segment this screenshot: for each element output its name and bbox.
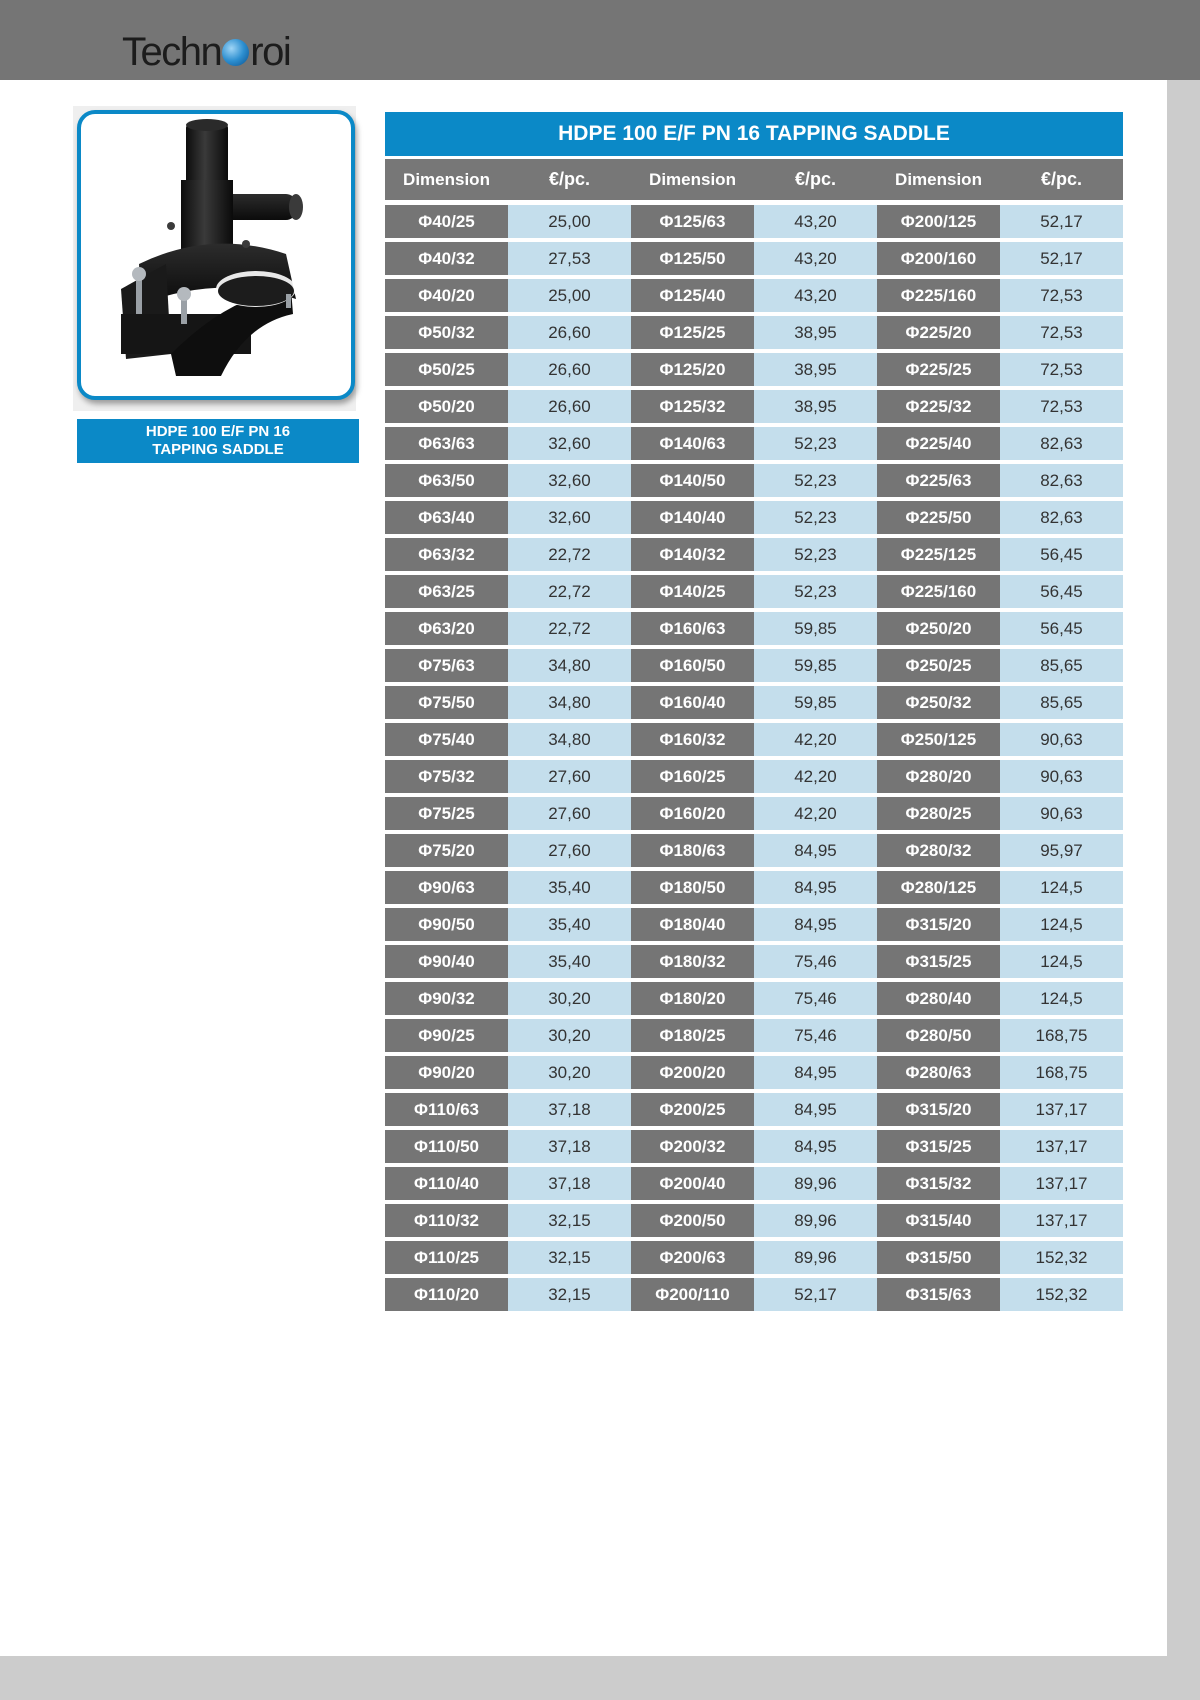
table-row xyxy=(631,1167,877,1204)
dimension-cell: Φ225/20 xyxy=(877,316,1000,349)
price-cell: 26,60 xyxy=(508,316,631,349)
price-cell: 52,23 xyxy=(754,427,877,460)
price-cell: 84,95 xyxy=(754,908,877,941)
column-rows xyxy=(631,205,877,1315)
price-cell: 32,15 xyxy=(508,1278,631,1311)
table-row xyxy=(631,1204,877,1241)
dimension-cell: Φ63/63 xyxy=(385,427,508,460)
dimension-cell: Φ50/20 xyxy=(385,390,508,423)
price-cell: 38,95 xyxy=(754,390,877,423)
dimension-cell: Φ140/25 xyxy=(631,575,754,608)
table-row xyxy=(631,612,877,649)
dimension-cell: Φ90/32 xyxy=(385,982,508,1015)
dimension-cell: Φ125/50 xyxy=(631,242,754,275)
price-cell: 42,20 xyxy=(754,760,877,793)
dimension-cell: Φ225/160 xyxy=(877,575,1000,608)
dimension-cell: Φ315/50 xyxy=(877,1241,1000,1274)
dimension-cell: Φ90/20 xyxy=(385,1056,508,1089)
table-row xyxy=(631,686,877,723)
dimension-cell: Φ200/110 xyxy=(631,1278,754,1311)
table-row xyxy=(631,279,877,316)
table-row xyxy=(631,1130,877,1167)
table-row xyxy=(385,945,631,982)
price-cell: 27,60 xyxy=(508,797,631,830)
dimension-cell: Φ200/32 xyxy=(631,1130,754,1163)
price-cell: 59,85 xyxy=(754,686,877,719)
table-row xyxy=(877,1093,1123,1130)
price-cell: 137,17 xyxy=(1000,1204,1123,1237)
table-row xyxy=(385,797,631,834)
table-row xyxy=(385,205,631,242)
dimension-cell: Φ315/25 xyxy=(877,945,1000,978)
table-row xyxy=(631,1241,877,1278)
price-cell: 30,20 xyxy=(508,1056,631,1089)
price-cell: 34,80 xyxy=(508,723,631,756)
price-cell: 90,63 xyxy=(1000,760,1123,793)
dimension-cell: Φ110/25 xyxy=(385,1241,508,1274)
table-row xyxy=(877,1167,1123,1204)
table-row xyxy=(631,575,877,612)
table-row xyxy=(385,649,631,686)
dimension-cell: Φ75/63 xyxy=(385,649,508,682)
dimension-cell: Φ180/50 xyxy=(631,871,754,904)
dimension-cell: Φ280/32 xyxy=(877,834,1000,867)
table-row xyxy=(385,1204,631,1241)
dimension-cell: Φ225/25 xyxy=(877,353,1000,386)
dimension-cell: Φ225/32 xyxy=(877,390,1000,423)
table-row xyxy=(877,390,1123,427)
dimension-cell: Φ75/50 xyxy=(385,686,508,719)
price-cell: 89,96 xyxy=(754,1167,877,1200)
price-cell: 27,53 xyxy=(508,242,631,275)
table-row xyxy=(877,538,1123,575)
dimension-cell: Φ200/63 xyxy=(631,1241,754,1274)
table-row xyxy=(385,501,631,538)
dimension-cell: Φ40/32 xyxy=(385,242,508,275)
price-cell: 37,18 xyxy=(508,1093,631,1126)
price-cell: 152,32 xyxy=(1000,1241,1123,1274)
price-cell: 168,75 xyxy=(1000,1056,1123,1089)
price-cell: 43,20 xyxy=(754,205,877,238)
price-cell: 42,20 xyxy=(754,723,877,756)
price-cell: 35,40 xyxy=(508,908,631,941)
price-cell: 75,46 xyxy=(754,945,877,978)
price-cell: 124,5 xyxy=(1000,982,1123,1015)
dimension-cell: Φ125/63 xyxy=(631,205,754,238)
price-cell: 82,63 xyxy=(1000,464,1123,497)
table-row xyxy=(631,1019,877,1056)
table-row xyxy=(385,316,631,353)
table-row xyxy=(877,427,1123,464)
table-row xyxy=(385,279,631,316)
column-header xyxy=(631,159,877,200)
price-cell: 56,45 xyxy=(1000,612,1123,645)
table-row xyxy=(877,982,1123,1019)
price-cell: 75,46 xyxy=(754,1019,877,1052)
table-row xyxy=(631,1278,877,1315)
price-cell: 25,00 xyxy=(508,205,631,238)
column-header xyxy=(877,159,1123,200)
table-row xyxy=(385,1019,631,1056)
dimension-cell: Φ160/20 xyxy=(631,797,754,830)
price-cell: 90,63 xyxy=(1000,797,1123,830)
price-cell: 43,20 xyxy=(754,279,877,312)
dimension-cell: Φ50/25 xyxy=(385,353,508,386)
table-row xyxy=(385,834,631,871)
table-row xyxy=(877,205,1123,242)
table-row xyxy=(877,1241,1123,1278)
price-cell: 52,23 xyxy=(754,464,877,497)
dimension-cell: Φ125/20 xyxy=(631,353,754,386)
price-cell: 56,45 xyxy=(1000,538,1123,571)
table-row xyxy=(631,464,877,501)
dimension-cell: Φ225/50 xyxy=(877,501,1000,534)
price-cell: 84,95 xyxy=(754,834,877,867)
price-cell: 32,60 xyxy=(508,427,631,460)
table-row xyxy=(877,501,1123,538)
dimension-cell: Φ225/125 xyxy=(877,538,1000,571)
table-row xyxy=(877,1130,1123,1167)
table-row xyxy=(631,982,877,1019)
price-table-column-1 xyxy=(385,159,631,1315)
price-header: €/pc. xyxy=(794,169,837,189)
dimension-cell: Φ180/40 xyxy=(631,908,754,941)
dimension-cell: Φ200/160 xyxy=(877,242,1000,275)
price-cell: 85,65 xyxy=(1000,686,1123,719)
price-header: €/pc. xyxy=(548,169,591,189)
table-row xyxy=(877,945,1123,982)
globe-icon xyxy=(222,39,249,66)
dimension-cell: Φ75/25 xyxy=(385,797,508,830)
table-row xyxy=(877,575,1123,612)
price-cell: 22,72 xyxy=(508,575,631,608)
price-cell: 27,60 xyxy=(508,834,631,867)
column-rows xyxy=(877,205,1123,1315)
dimension-cell: Φ63/40 xyxy=(385,501,508,534)
table-row xyxy=(631,205,877,242)
table-row xyxy=(385,575,631,612)
dimension-cell: Φ315/63 xyxy=(877,1278,1000,1311)
table-row xyxy=(631,797,877,834)
price-cell: 35,40 xyxy=(508,871,631,904)
dimension-cell: Φ90/25 xyxy=(385,1019,508,1052)
dimension-cell: Φ225/160 xyxy=(877,279,1000,312)
price-cell: 37,18 xyxy=(508,1130,631,1163)
price-cell: 84,95 xyxy=(754,1130,877,1163)
table-row xyxy=(631,834,877,871)
dimension-cell: Φ180/63 xyxy=(631,834,754,867)
price-cell: 52,23 xyxy=(754,538,877,571)
price-cell: 124,5 xyxy=(1000,908,1123,941)
dimension-cell: Φ280/20 xyxy=(877,760,1000,793)
dimension-cell: Φ63/20 xyxy=(385,612,508,645)
dimension-cell: Φ200/125 xyxy=(877,205,1000,238)
price-cell: 52,17 xyxy=(754,1278,877,1311)
price-header: €/pc. xyxy=(1040,169,1083,189)
dimension-cell: Φ110/50 xyxy=(385,1130,508,1163)
table-row xyxy=(877,760,1123,797)
price-table-column-2 xyxy=(631,159,877,1315)
price-cell: 84,95 xyxy=(754,1093,877,1126)
table-row xyxy=(877,1019,1123,1056)
bottom-margin-band xyxy=(0,1656,1200,1700)
price-cell: 90,63 xyxy=(1000,723,1123,756)
price-cell: 59,85 xyxy=(754,612,877,645)
price-cell: 89,96 xyxy=(754,1241,877,1274)
price-cell: 22,72 xyxy=(508,612,631,645)
dimension-cell: Φ250/125 xyxy=(877,723,1000,756)
price-cell: 34,80 xyxy=(508,649,631,682)
table-row xyxy=(631,538,877,575)
dimension-cell: Φ110/40 xyxy=(385,1167,508,1200)
price-cell: 72,53 xyxy=(1000,353,1123,386)
price-cell: 27,60 xyxy=(508,760,631,793)
price-cell: 38,95 xyxy=(754,316,877,349)
table-row xyxy=(385,390,631,427)
dimension-cell: Φ40/25 xyxy=(385,205,508,238)
price-table-column-3 xyxy=(877,159,1123,1315)
price-cell: 52,23 xyxy=(754,575,877,608)
table-row xyxy=(631,501,877,538)
table-row xyxy=(631,390,877,427)
dimension-cell: Φ75/32 xyxy=(385,760,508,793)
table-row xyxy=(631,242,877,279)
dimension-cell: Φ160/32 xyxy=(631,723,754,756)
table-row xyxy=(631,760,877,797)
table-row xyxy=(631,871,877,908)
dimension-cell: Φ280/125 xyxy=(877,871,1000,904)
price-cell: 52,23 xyxy=(754,501,877,534)
table-row xyxy=(385,612,631,649)
table-row xyxy=(631,649,877,686)
table-row xyxy=(631,1056,877,1093)
price-cell: 56,45 xyxy=(1000,575,1123,608)
dimension-cell: Φ75/40 xyxy=(385,723,508,756)
table-row xyxy=(385,1278,631,1315)
table-row xyxy=(385,1056,631,1093)
price-cell: 22,72 xyxy=(508,538,631,571)
table-row xyxy=(877,316,1123,353)
price-cell: 30,20 xyxy=(508,1019,631,1052)
dimension-cell: Φ315/32 xyxy=(877,1167,1000,1200)
dimension-cell: Φ225/40 xyxy=(877,427,1000,460)
dimension-header: Dimension xyxy=(895,169,982,189)
price-cell: 30,20 xyxy=(508,982,631,1015)
dimension-cell: Φ110/63 xyxy=(385,1093,508,1126)
table-row xyxy=(631,353,877,390)
dimension-cell: Φ90/40 xyxy=(385,945,508,978)
price-cell: 124,5 xyxy=(1000,945,1123,978)
dimension-cell: Φ160/25 xyxy=(631,760,754,793)
dimension-cell: Φ280/40 xyxy=(877,982,1000,1015)
table-row xyxy=(385,1130,631,1167)
price-cell: 84,95 xyxy=(754,871,877,904)
price-cell: 32,60 xyxy=(508,464,631,497)
table-row xyxy=(877,871,1123,908)
brand-logo xyxy=(122,28,290,76)
price-cell: 72,53 xyxy=(1000,316,1123,349)
dimension-header: Dimension xyxy=(403,169,490,189)
price-cell: 82,63 xyxy=(1000,501,1123,534)
price-cell: 26,60 xyxy=(508,353,631,386)
price-cell: 137,17 xyxy=(1000,1093,1123,1126)
price-cell: 35,40 xyxy=(508,945,631,978)
price-cell: 32,15 xyxy=(508,1241,631,1274)
table-row xyxy=(385,686,631,723)
dimension-cell: Φ75/20 xyxy=(385,834,508,867)
tapping-saddle-image xyxy=(81,114,351,396)
table-row xyxy=(877,797,1123,834)
dimension-cell: Φ180/32 xyxy=(631,945,754,978)
table-row xyxy=(631,723,877,760)
price-cell: 38,95 xyxy=(754,353,877,386)
table-row xyxy=(877,464,1123,501)
dimension-cell: Φ180/25 xyxy=(631,1019,754,1052)
table-row xyxy=(385,427,631,464)
table-row xyxy=(631,427,877,464)
price-table-title: HDPE 100 E/F PN 16 TAPPING SADDLE xyxy=(385,112,1123,156)
dimension-cell: Φ140/32 xyxy=(631,538,754,571)
dimension-cell: Φ90/63 xyxy=(385,871,508,904)
price-cell: 84,95 xyxy=(754,1056,877,1089)
dimension-cell: Φ63/25 xyxy=(385,575,508,608)
product-caption xyxy=(77,419,359,463)
table-row xyxy=(385,464,631,501)
price-cell: 72,53 xyxy=(1000,390,1123,423)
dimension-cell: Φ280/50 xyxy=(877,1019,1000,1052)
dimension-cell: Φ200/50 xyxy=(631,1204,754,1237)
product-caption-line2: TAPPING SADDLE xyxy=(152,441,284,458)
table-row xyxy=(877,1204,1123,1241)
price-cell: 59,85 xyxy=(754,649,877,682)
table-row xyxy=(631,908,877,945)
dimension-cell: Φ160/63 xyxy=(631,612,754,645)
table-row xyxy=(385,982,631,1019)
table-row xyxy=(385,1241,631,1278)
dimension-cell: Φ280/63 xyxy=(877,1056,1000,1089)
table-row xyxy=(877,353,1123,390)
table-row xyxy=(385,723,631,760)
dimension-cell: Φ125/40 xyxy=(631,279,754,312)
dimension-cell: Φ110/20 xyxy=(385,1278,508,1311)
price-cell: 85,65 xyxy=(1000,649,1123,682)
price-cell: 42,20 xyxy=(754,797,877,830)
dimension-header: Dimension xyxy=(649,169,736,189)
price-cell: 168,75 xyxy=(1000,1019,1123,1052)
dimension-cell: Φ40/20 xyxy=(385,279,508,312)
price-cell: 32,15 xyxy=(508,1204,631,1237)
price-cell: 82,63 xyxy=(1000,427,1123,460)
table-row xyxy=(385,760,631,797)
dimension-cell: Φ125/25 xyxy=(631,316,754,349)
price-cell: 72,53 xyxy=(1000,279,1123,312)
price-cell: 152,32 xyxy=(1000,1278,1123,1311)
table-row xyxy=(385,871,631,908)
table-row xyxy=(877,723,1123,760)
table-row xyxy=(385,908,631,945)
dimension-cell: Φ63/50 xyxy=(385,464,508,497)
dimension-cell: Φ200/20 xyxy=(631,1056,754,1089)
dimension-cell: Φ315/25 xyxy=(877,1130,1000,1163)
dimension-cell: Φ315/20 xyxy=(877,908,1000,941)
table-row xyxy=(385,1167,631,1204)
brand-name-start: Techn xyxy=(122,30,222,74)
dimension-cell: Φ200/40 xyxy=(631,1167,754,1200)
price-cell: 34,80 xyxy=(508,686,631,719)
price-cell: 89,96 xyxy=(754,1204,877,1237)
dimension-cell: Φ250/25 xyxy=(877,649,1000,682)
table-row xyxy=(877,242,1123,279)
right-margin-band xyxy=(1167,80,1200,1700)
table-row xyxy=(877,279,1123,316)
table-row xyxy=(877,612,1123,649)
brand-name-end: roi xyxy=(250,30,291,74)
table-row xyxy=(385,242,631,279)
dimension-cell: Φ63/32 xyxy=(385,538,508,571)
table-row xyxy=(877,1056,1123,1093)
product-caption-line1: HDPE 100 E/F PN 16 xyxy=(145,423,291,440)
dimension-cell: Φ160/50 xyxy=(631,649,754,682)
dimension-cell: Φ160/40 xyxy=(631,686,754,719)
page-header xyxy=(0,0,1200,80)
dimension-cell: Φ140/50 xyxy=(631,464,754,497)
dimension-cell: Φ225/63 xyxy=(877,464,1000,497)
table-row xyxy=(877,908,1123,945)
table-row xyxy=(631,316,877,353)
dimension-cell: Φ315/20 xyxy=(877,1093,1000,1126)
table-row xyxy=(385,1093,631,1130)
table-row xyxy=(877,649,1123,686)
table-row xyxy=(877,686,1123,723)
dimension-cell: Φ250/20 xyxy=(877,612,1000,645)
dimension-cell: Φ140/63 xyxy=(631,427,754,460)
column-header xyxy=(385,159,631,200)
price-cell: 43,20 xyxy=(754,242,877,275)
dimension-cell: Φ200/25 xyxy=(631,1093,754,1126)
table-row xyxy=(385,353,631,390)
dimension-cell: Φ140/40 xyxy=(631,501,754,534)
table-row xyxy=(877,1278,1123,1315)
dimension-cell: Φ90/50 xyxy=(385,908,508,941)
column-rows xyxy=(385,205,631,1315)
price-cell: 75,46 xyxy=(754,982,877,1015)
price-cell: 52,17 xyxy=(1000,205,1123,238)
price-cell: 25,00 xyxy=(508,279,631,312)
dimension-cell: Φ180/20 xyxy=(631,982,754,1015)
price-cell: 37,18 xyxy=(508,1167,631,1200)
price-cell: 52,17 xyxy=(1000,242,1123,275)
product-photo-frame xyxy=(77,110,355,400)
price-cell: 95,97 xyxy=(1000,834,1123,867)
price-cell: 32,60 xyxy=(508,501,631,534)
dimension-cell: Φ315/40 xyxy=(877,1204,1000,1237)
price-cell: 124,5 xyxy=(1000,871,1123,904)
table-row xyxy=(631,945,877,982)
table-row xyxy=(631,1093,877,1130)
price-cell: 26,60 xyxy=(508,390,631,423)
dimension-cell: Φ125/32 xyxy=(631,390,754,423)
table-row xyxy=(877,834,1123,871)
product-photo-card xyxy=(73,106,356,411)
price-cell: 137,17 xyxy=(1000,1167,1123,1200)
price-cell: 137,17 xyxy=(1000,1130,1123,1163)
dimension-cell: Φ110/32 xyxy=(385,1204,508,1237)
dimension-cell: Φ50/32 xyxy=(385,316,508,349)
dimension-cell: Φ280/25 xyxy=(877,797,1000,830)
table-row xyxy=(385,538,631,575)
dimension-cell: Φ250/32 xyxy=(877,686,1000,719)
